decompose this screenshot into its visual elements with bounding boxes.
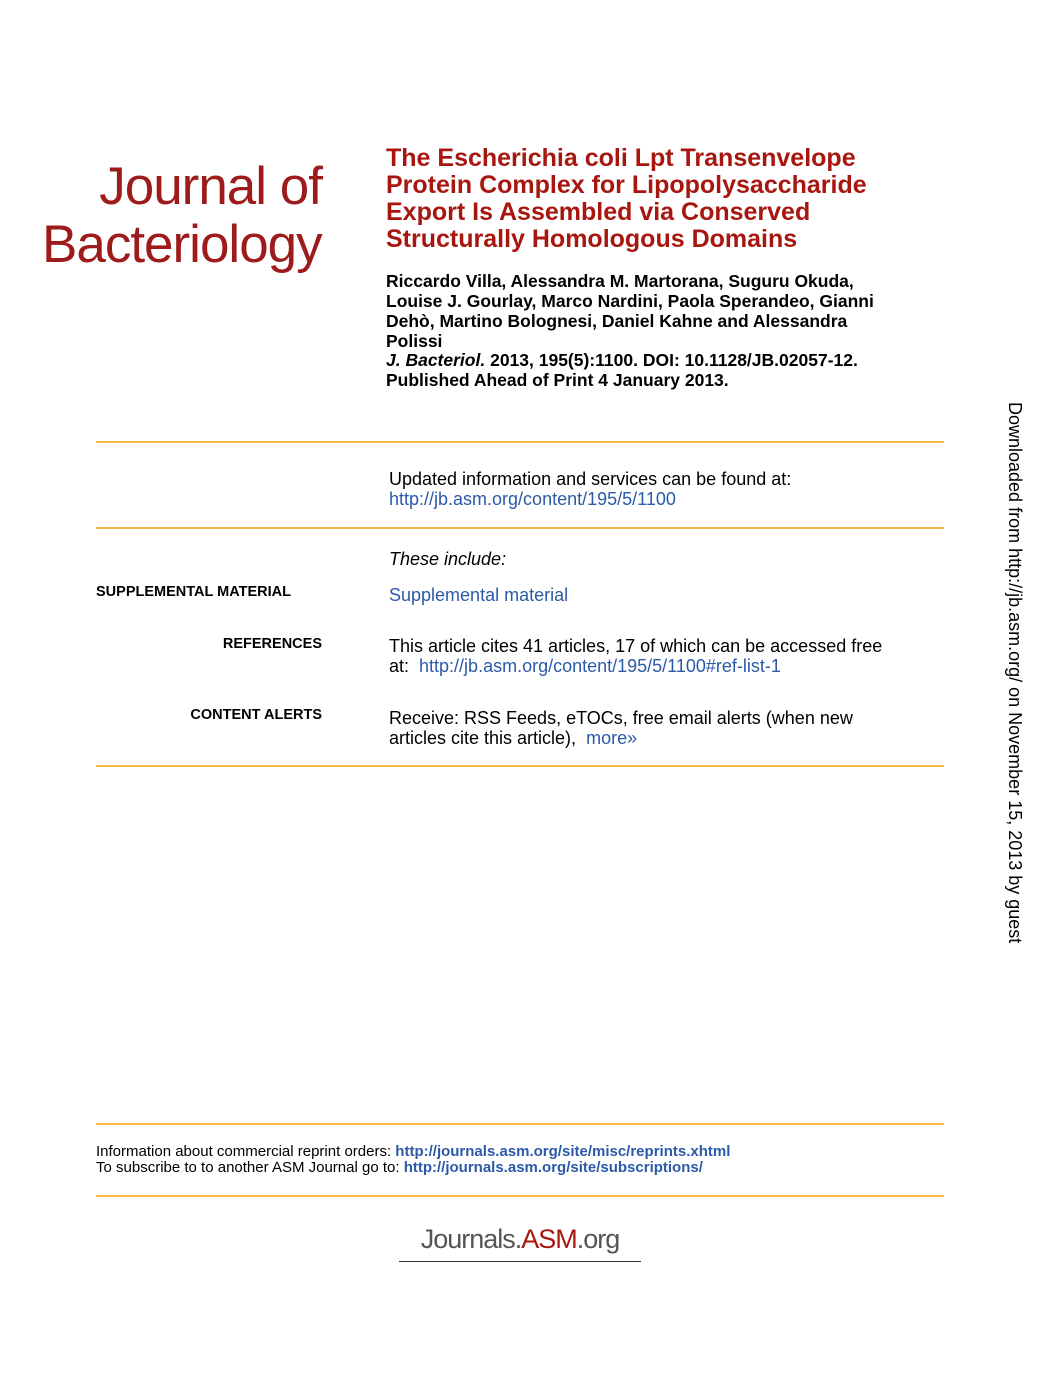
supplemental-block [389, 585, 568, 605]
updated-info-text: Updated information and services can be found at: [389, 469, 792, 489]
alerts-text: Receive: RSS Feeds, eTOCs, free email alerts (when new [389, 708, 853, 728]
authors-line: Riccardo Villa, Alessandra M. Martorana, Suguru Okuda, [386, 271, 854, 291]
logo-underline [399, 1261, 641, 1262]
logo-post: .org [576, 1224, 620, 1254]
divider [96, 441, 944, 443]
article-authors [386, 271, 946, 351]
divider [96, 1195, 944, 1197]
supplemental-link[interactable]: Supplemental material [389, 585, 569, 605]
divider [96, 765, 944, 767]
supplemental-label: SUPPLEMENTAL MATERIAL [96, 584, 291, 600]
citation-details: 2013, 195(5):1100. DOI: 10.1128/JB.02057-12. [485, 350, 858, 370]
includes-intro: These include: [389, 549, 507, 569]
logo-pre: Journals. [420, 1224, 522, 1254]
reprints-line [96, 1143, 730, 1160]
references-block [389, 636, 882, 676]
references-link[interactable]: http://jb.asm.org/content/195/5/1100#ref-list-1 [419, 656, 781, 676]
logo-asm: ASM [521, 1224, 577, 1254]
authors-line: Dehò, Martino Bolognesi, Daniel Kahne and Alessandra [386, 311, 848, 331]
divider [96, 1123, 944, 1125]
subscribe-link[interactable]: http://journals.asm.org/site/subscriptions/ [403, 1159, 703, 1176]
updated-info [389, 469, 791, 509]
subscribe-line [96, 1159, 703, 1176]
citation-journal: J. Bacteriol. [386, 350, 486, 370]
alerts-block [389, 708, 853, 748]
subscribe-text: To subscribe to to another ASM Journal go to: [96, 1159, 400, 1176]
article-title [386, 145, 946, 253]
references-prefix: at: [389, 656, 410, 676]
citation-published: Published Ahead of Print 4 January 2013. [386, 370, 729, 390]
title-line: Export Is Assembled via Conserved [386, 198, 811, 226]
authors-line: Louise J. Gourlay, Marco Nardini, Paola Sperandeo, Gianni [386, 291, 874, 311]
divider [96, 527, 944, 529]
references-label: REFERENCES [222, 636, 322, 652]
reprints-link[interactable]: http://journals.asm.org/site/misc/reprints.xhtml [395, 1143, 731, 1160]
download-side-note: Downloaded from http://jb.asm.org/ on November 15, 2013 by guest [1005, 402, 1025, 944]
journals-asm-logo[interactable] [399, 1222, 641, 1256]
more-alerts-link[interactable]: more» [586, 728, 638, 748]
journal-logo-line2: Bacteriology [42, 215, 322, 274]
reprints-text: Information about commercial reprint orders: [96, 1143, 392, 1160]
authors-line: Polissi [386, 331, 443, 351]
journal-logo-line1: Journal of [99, 157, 322, 216]
article-citation [386, 350, 946, 390]
title-line: The Escherichia coli Lpt Transenvelope [386, 144, 856, 172]
title-line: Protein Complex for Lipopolysaccharide [386, 171, 867, 199]
references-text: This article cites 41 articles, 17 of which can be accessed free [389, 636, 883, 656]
article-link[interactable]: http://jb.asm.org/content/195/5/1100 [389, 489, 676, 509]
title-line: Structurally Homologous Domains [386, 225, 798, 253]
alerts-text-2: articles cite this article), [389, 728, 577, 748]
alerts-label: CONTENT ALERTS [190, 707, 322, 723]
journal-logo [42, 158, 332, 274]
